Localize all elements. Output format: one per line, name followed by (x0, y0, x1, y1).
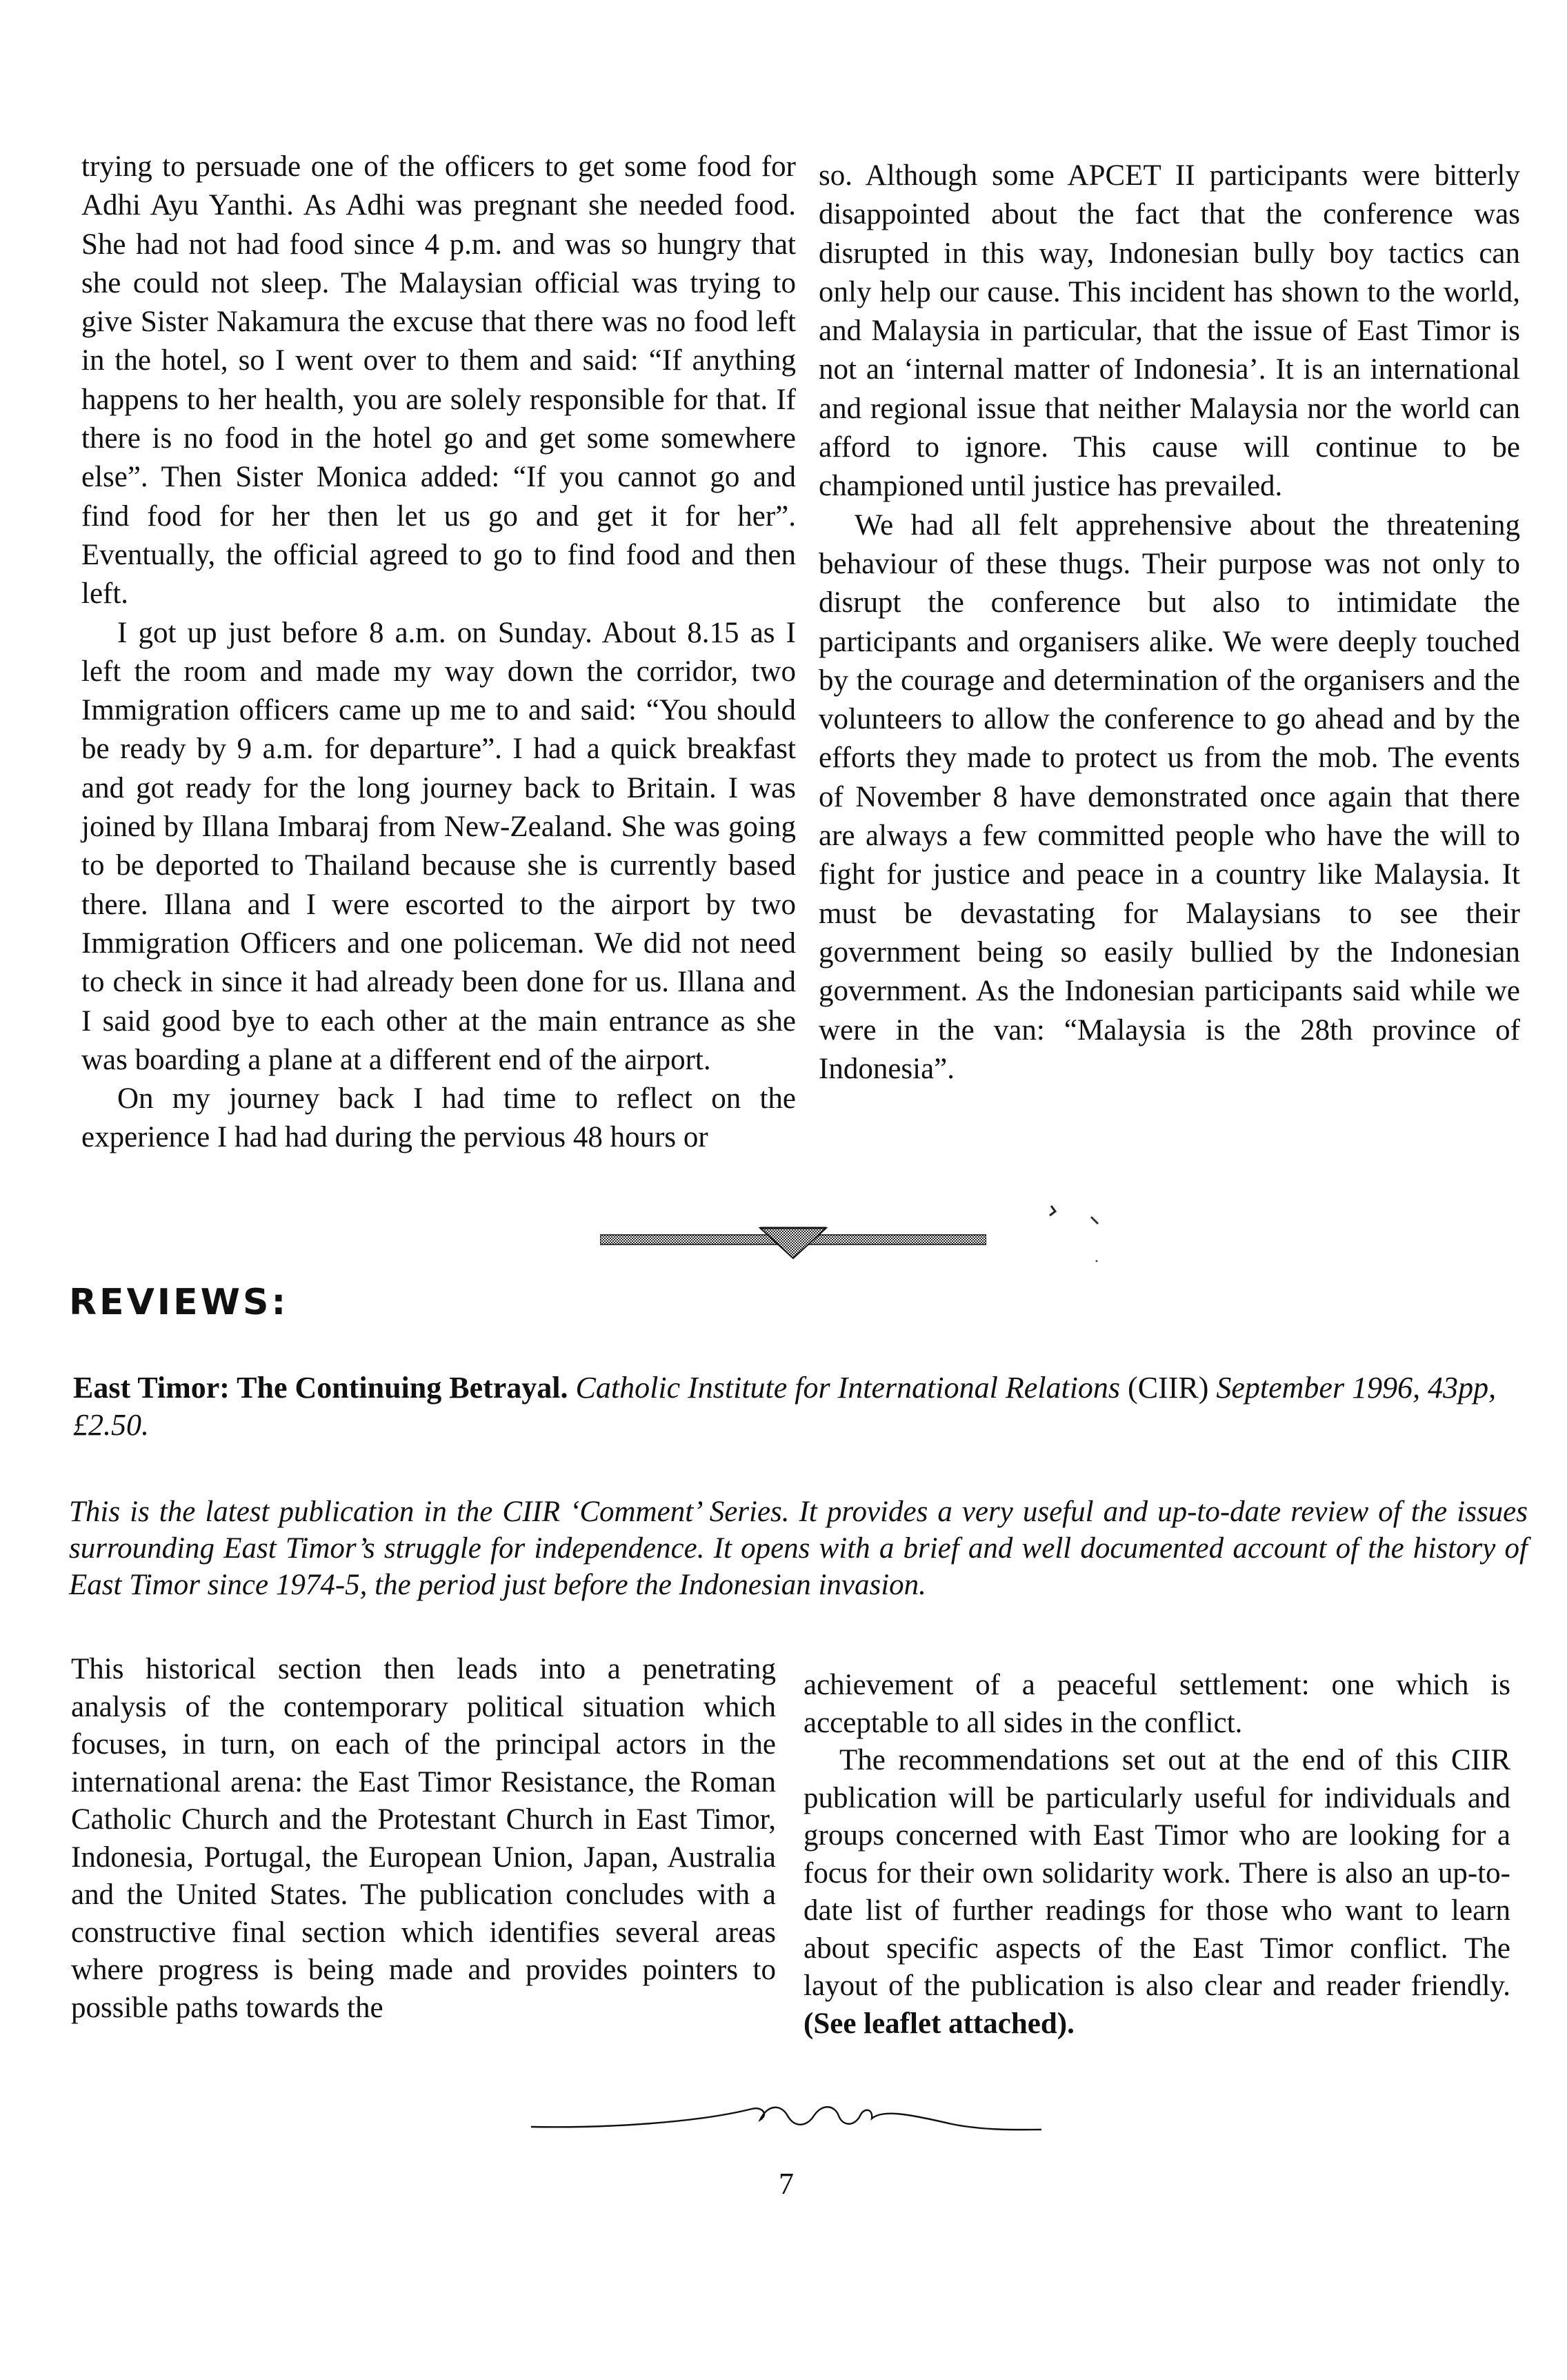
publication-details: September 1996, 43pp, £2.50. (73, 1371, 1497, 1442)
review-summary: This is the latest publication in the CIIR ‘Comment’ Series. It provides a very useful and up-to-date review of the issues surrounding East Timor’s struggle for independence. It opens with a brief and well documented account of the history of East Timor since 1974-5, the period just before the Indonesian invasion. (69, 1496, 1528, 1601)
publisher-name: Catholic Institute for International Relations (575, 1371, 1121, 1405)
review-paragraph (804, 1742, 1510, 2043)
review-right-column (804, 1667, 1510, 2043)
review-paragraph-text: The recommendations set out at the end of this CIIR publication will be particularly useful for individuals and groups concerned with East Timor who are looking for a focus for their own solidarity work. There is also an up-to-date list of further readings for those who want to learn about specific aspects of the East Timor conflict. The layout of the publication is also clear and reader friendly. (804, 1744, 1510, 2002)
article-paragraph: We had all felt apprehensive about the threatening behaviour of these thugs. Their purpose was not only to disrupt the conference but also to intimidate the participants and organisers alike. We were deeply touched by the courage and determination of the organisers and the volunteers to allow the conference to go ahead and by the efforts they made to protect us from the mob. The events of November 8 have demonstrated once again that there are always a few committed people who have the will to fight for justice and peace in a country like Malaysia. It must be devastating for Malaysians to see their government being so easily bullied by the Indonesian government. As the Indonesian participants said while we were in the van: “Malaysia is the 28th province of Indonesia”. (819, 508, 1520, 1085)
stray-mark-icon (1035, 1199, 1117, 1275)
article-left-column (81, 148, 796, 1158)
publisher-abbreviation: (CIIR) (1128, 1371, 1209, 1405)
review-paragraph: This historical section then leads into a penetrating analysis of the contemporary political situation which focuses, in turn, on each of the principal actors in the international arena: the East Timor Resistance, the Roman Catholic Church and the Protestant Church in East Timor, Indonesia, Portugal, the European Union, Japan, Australia and the United States. The publication concludes with a constructive final section which identifies several areas where progress is being made and provides pointers to possible paths towards the (71, 1653, 776, 2024)
article-paragraph: I got up just before 8 a.m. on Sunday. About 8.15 as I left the room and made my way down the corridor, two Immigration officers came up me to and said: “You should be ready by 9 a.m. for departure”. I had a quick breakfast and got ready for the long journey back to Britain. I was joined by Illana Imbaraj from New-Zealand. She was going to be deported to Thailand because she is currently based there. Illana and I were escorted to the airport by two Immigration Officers and one policeman. We did not need to check in since it had already been done for us. Illana and I said good bye to each other at the main entrance as she was boarding a plane at a different end of the airport. (81, 616, 796, 1076)
review-citation (73, 1369, 1528, 1444)
swash-ornament-icon (524, 2094, 1048, 2142)
ornamental-divider-icon (600, 1220, 986, 1261)
reviews-heading: REVIEWS: (69, 1282, 289, 1323)
article-paragraph: On my journey back I had time to reflect on the experience I had had during the pervious 48 hours or (81, 1082, 796, 1154)
article-right-column (819, 157, 1520, 1089)
leaflet-note: (See leaflet attached). (804, 2007, 1075, 2040)
book-title: East Timor: The Continuing Betrayal. (73, 1371, 568, 1405)
article-paragraph: so. Although some APCET II participants were bitterly disappointed about the fact that the conference was disrupted in this way, Indonesian bully boy tactics can only help our cause. This incident has shown to the world, and Malaysia in particular, that the issue of East Timor is not an ‘internal matter of Indonesia’. It is an international and regional issue that neither Malaysia nor the world can afford to ignore. This cause will continue to be championed until justice has prevailed. (819, 159, 1520, 503)
review-paragraph: achievement of a peaceful settlement: one which is acceptable to all sides in the conflict. (804, 1669, 1510, 1739)
article-paragraph: trying to persuade one of the officers to get some food for Adhi Ayu Yanthi. As Adhi was pregnant she needed food. She had not had food since 4 p.m. and was so hungry that she could not sleep. The Malaysian official was trying to give Sister Nakamura the excuse that there was no food left in the hotel, so I went over to them and said: “If anything happens to her health, you are solely responsible for that. If there is no food in the hotel go and get some somewhere else”. Then Sister Monica added: “If you cannot go and find food for her then let us go and get it for her”. Eventually, the official agreed to go to find food and then left. (81, 150, 796, 611)
page-number: 7 (779, 2167, 794, 2201)
review-left-column (71, 1651, 776, 2027)
